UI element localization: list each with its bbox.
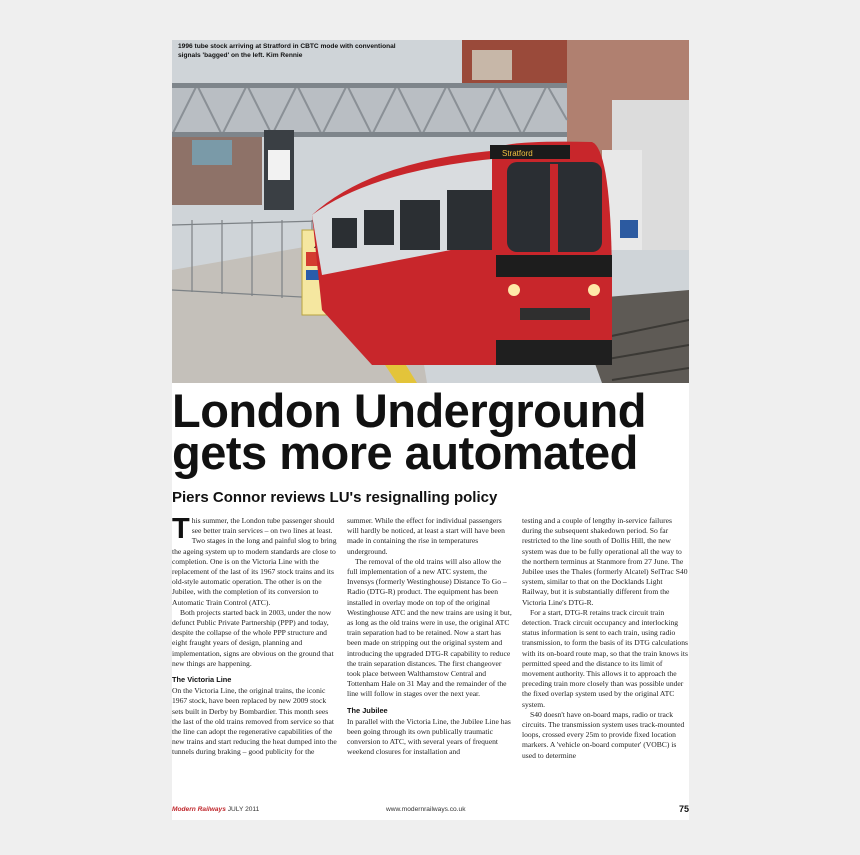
body-column-1 — [172, 513, 338, 758]
paragraph-text: his summer, the London tube passenger should see better train services – on two lines at least. Two stages in the long and painful slog to bring the ageing system up to modern standards are close to completion. One is on the Victoria Line with the replacement of the last of its 1967 stock trains and its old-style automatic operation. The other is on the Jubilee, with the completion of its conversion to Automatic Train Control (ATC). — [172, 516, 337, 607]
body-column-2 — [347, 516, 513, 758]
section-heading: The Jubilee — [347, 705, 388, 715]
magazine-page — [172, 40, 689, 820]
footer-masthead — [172, 806, 259, 813]
train-photo-illustration — [172, 40, 689, 383]
paragraph: summer. While the effect for individual passengers will hardly be noticed, at least a start will have been made in containing the rise in temperatures underground. — [347, 516, 505, 556]
paragraph — [172, 513, 338, 608]
paragraph: For a start, DTG-R retains track circuit train detection. Track circuit occupancy and interlocking status information is sent to each train, using radio transmission, to form the basis of its DTG calculations with its on-board route map, so that the train knows its permitted speed and the distance to its limit of movement authority. This allows it to approach the preceding train more closely than was possible under the fixed overlap system used by the original ATC system. — [522, 607, 688, 709]
paragraph: On the Victoria Line, the original trains, the iconic 1967 stock, have been replaced by new 2009 stock sets built in Derby by Bombardier. This month sees the last of the old trains removed from service so that the line can adopt the regenerative capabilities of the new trains and start reducing the heat dumped into the tunnels during braking – good publicity for the — [172, 686, 337, 757]
section-heading: The Victoria Line — [172, 675, 232, 685]
body-column-3 — [522, 516, 688, 761]
magazine-name: Modern Railways — [172, 806, 226, 813]
paragraph: Both projects started back in 2003, under the now defunct Public Private Partnership (PPP) and today, despite the collapse of the whole PPP structure and eight fraught years of design, planning and implementation, signs are obvious on the ground that new things are happening. — [172, 607, 334, 668]
article-standfirst: Piers Connor reviews LU's resignalling policy — [172, 489, 498, 506]
paragraph: testing and a couple of lengthy in-service failures during the subsequent shakedown period. So far restricted to the line south of Dollis Hill, the new system was due to be fully operational all the way to the northern terminus at Stanmore from 27 June. The Jubilee uses the Thales (formerly Alcatel) SelTrac S40 system, similar to that on the Docklands Light Railway, but it is substantially different from the Victoria Line's DTG-R. — [522, 516, 688, 607]
article-headline: London Underground gets more automated — [172, 384, 646, 479]
issue-date: JULY 2011 — [227, 806, 260, 813]
paragraph: S40 doesn't have on-board maps, radio or track circuits. The transmission system uses track-mounted loops, crossed every 25m to provide fixed location markers. A 'vehicle on-board computer' (VOBC) is used to determine — [522, 709, 685, 760]
page-number: 75 — [678, 804, 689, 814]
destination-blind: Stratford — [502, 149, 533, 158]
train-photo — [172, 40, 689, 383]
photo-caption: 1996 tube stock arriving at Stratford in CBTC mode with conventional signals 'bagged' on the left. Kim Rennie — [178, 43, 396, 59]
paragraph: In parallel with the Victoria Line, the Jubilee Line has been going through its own publically traumatic conversion to ATC, with several years of frequent weekend closures for installation and — [347, 716, 511, 757]
paragraph: The removal of the old trains will also allow the full implementation of a new ATC system, the Invensys (formerly Westinghouse) Distance To Go – Radio (DTG-R) product. The equipment has been installed in overlay mode on top of the original Westinghouse ATC and the new trains are using it but, as long as the old trains were in use, the original ATC train separation had to be retained. Now a start has been made on stripping out the original system and introducing the upgraded DTG-R capability to reduce the train separation distances. The first changeover took place between Walthamstow Central and Tottenham Hale on 31 May and the remainder of the line will follow in stages over the next year. — [347, 556, 512, 699]
drop-cap: T — [172, 513, 190, 545]
footer-url: www.modernrailways.co.uk — [386, 806, 466, 813]
page-footer — [172, 804, 689, 818]
